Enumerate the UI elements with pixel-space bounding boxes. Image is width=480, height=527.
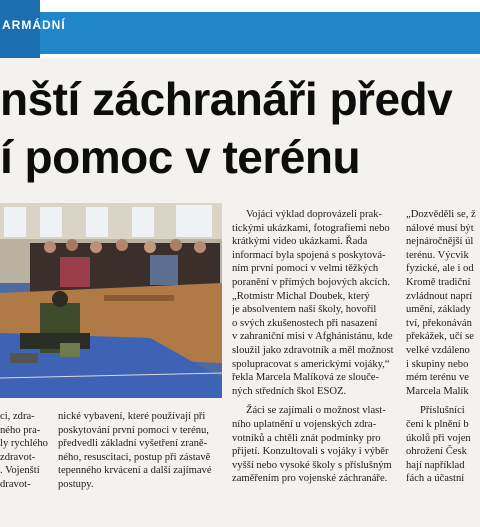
text-line: překážek, učí se <box>406 331 474 343</box>
text-line: tickými ukázkami, fotografiemi nebo <box>232 222 390 234</box>
text-line: ního uplatnění u vojenských zdra- <box>232 418 377 430</box>
article-photo <box>0 203 222 398</box>
text-line: tví, překonáván <box>406 317 472 329</box>
text-column-4 <box>406 208 480 486</box>
text-line: krátkými video ukázkami. Řada <box>232 236 368 248</box>
section-tab-label: ARMÁDNÍ <box>2 18 66 32</box>
text-line: Příslušníci <box>420 405 465 417</box>
article-headline <box>0 70 480 186</box>
text-line: úkolů při vojen <box>406 432 471 444</box>
text-line: nické vybavení, které používají při <box>58 411 206 422</box>
text-line: ci, zdra- <box>0 411 35 422</box>
text-line: Vojáci výklad doprovázeli prak- <box>246 209 383 220</box>
text-line: ného pra- <box>0 424 41 436</box>
text-line: ním první pomoci v velmi těžkých <box>232 263 379 275</box>
text-line: zvládnout naprí <box>406 290 473 302</box>
text-line: zaměřením pro vojenské záchranáře. <box>232 473 388 485</box>
text-line: fyzické, ale i od <box>406 263 474 275</box>
text-line: umění, základy <box>406 304 471 316</box>
text-line: je absolventem naší školy, hovořil <box>232 304 377 316</box>
text-line: čení k plnění b <box>406 418 469 430</box>
text-line: i skupiny nebo <box>406 358 469 370</box>
text-line: nálové musí být <box>406 222 474 234</box>
text-line: „Dozvěděli se, ž <box>406 209 476 220</box>
text-column-2 <box>58 410 222 492</box>
headline-line-1: nští záchranáři předv <box>0 73 453 125</box>
text-line: tepenného krvácení a další zajímavé <box>58 465 212 477</box>
text-line: přijetí. Konzultovali s vojáky i výběr <box>232 446 389 458</box>
text-line: votníků a chtěli znát podmínky pro <box>232 432 381 444</box>
header-stripe <box>0 12 480 54</box>
section-tab <box>0 0 66 58</box>
text-line: ných středních škol ESOZ. <box>232 385 347 397</box>
text-line: poskytování první pomoci v terénu, <box>58 424 209 436</box>
text-line: sloužil jako zdravotník a měl možnost <box>232 344 394 356</box>
text-line: předvedli základní vyšetření zraně- <box>58 438 208 450</box>
text-column-3 <box>232 208 397 486</box>
text-line: hají například <box>406 459 465 471</box>
text-line: řekla Marcela Malíková ze slouče- <box>232 372 380 384</box>
text-line: Marcela Malík <box>406 385 469 397</box>
text-line: poranění v přímých bojových akcích. <box>232 276 390 288</box>
text-line: ného, resuscitaci, postup při zástavě <box>58 451 211 463</box>
text-line: Kromě tradiční <box>406 276 471 288</box>
section-header-bar <box>0 0 480 58</box>
text-line: ohrožení Česk <box>406 446 467 458</box>
gym-scene-illustration <box>0 203 222 398</box>
text-line: . Vojenští <box>0 465 40 477</box>
text-line: spolupracovat s americkými vojáky,“ <box>232 358 390 370</box>
text-line: o svých zkušenostech při nasazení <box>232 317 378 329</box>
text-line: mém terénu ve <box>406 372 469 384</box>
text-column-1 <box>0 410 52 492</box>
text-line: v zahraniční misi v Afghánistánu, kde <box>232 331 393 343</box>
text-line: nejnáročnější úl <box>406 236 474 248</box>
text-line: velké vzdáleno <box>406 344 470 356</box>
text-line: postupy. <box>58 478 94 490</box>
text-line: fách a účastní <box>406 473 465 485</box>
text-line: dravot- <box>0 478 31 490</box>
headline-line-2: í pomoc v terénu <box>0 131 361 183</box>
text-line: ly rychlého <box>0 438 48 450</box>
text-line: informací byla spojená s poskytová- <box>232 249 386 261</box>
text-line: vyšší nebo vysoké školy s příslušným <box>232 459 392 471</box>
text-line: zdravot- <box>0 451 36 463</box>
text-line: terénu. Výcvik <box>406 249 469 261</box>
text-line: Žáci se zajímali o možnost vlast- <box>246 405 386 417</box>
text-line: „Rotmistr Michal Doubek, který <box>232 290 370 302</box>
